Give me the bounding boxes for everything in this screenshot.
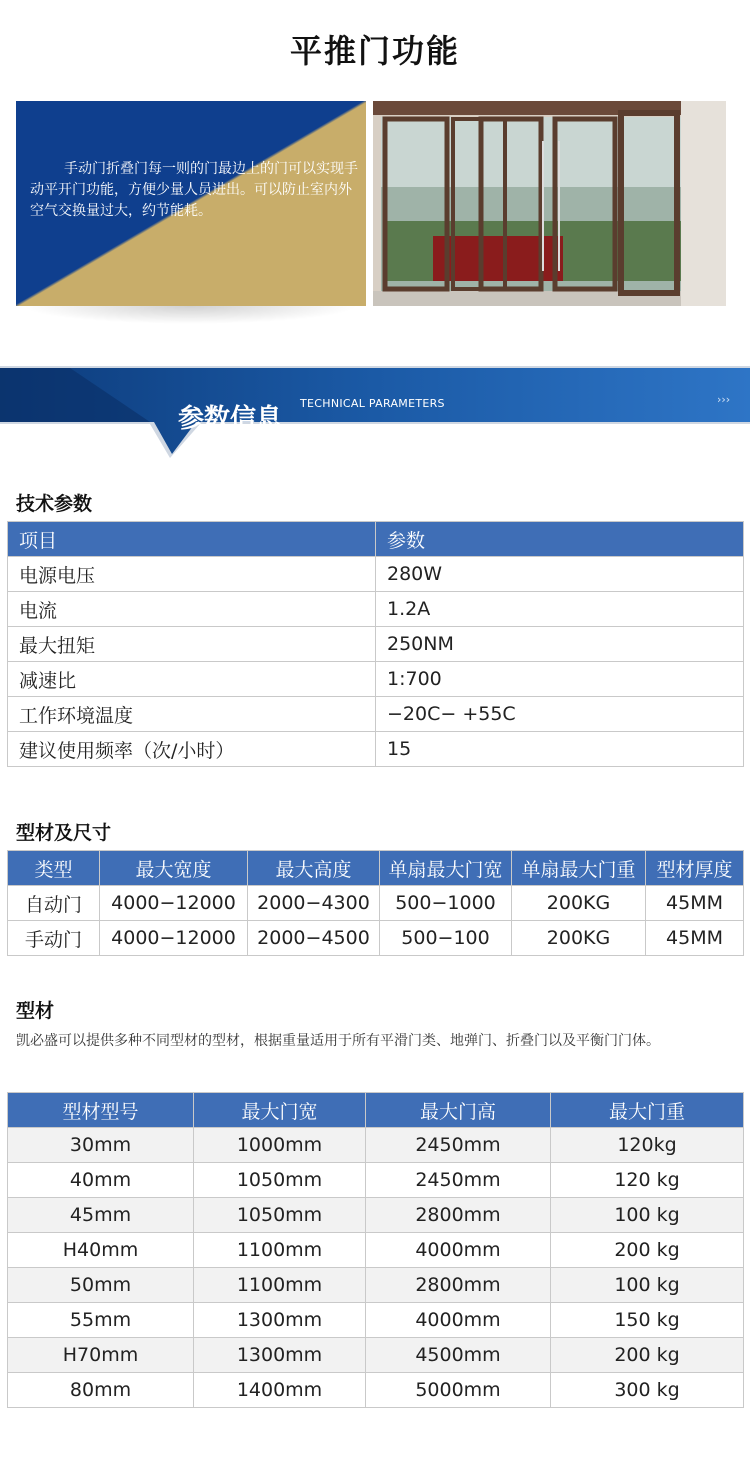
table-row xyxy=(8,1268,744,1303)
banner-title-cn: 参数信息 xyxy=(178,404,283,434)
table-cell: 4500mm xyxy=(366,1338,551,1373)
column-header: 单扇最大门重 xyxy=(512,851,646,886)
feature-description: 手动门折叠门每一则的门最边上的门可以实现手动平开门功能，方便少量人员进出。可以防止室内外空气交换量过大，约节能耗。 xyxy=(30,161,358,219)
table-cell: 4000mm xyxy=(366,1233,551,1268)
table-cell: 200 kg xyxy=(551,1233,744,1268)
table-cell: 1300mm xyxy=(194,1338,366,1373)
profiles-description: 凯必盛可以提供多种不同型材的型材，根据重量适用于所有平滑门类、地弹门、折叠门以及平衡门门体。 xyxy=(16,1033,660,1049)
table-row xyxy=(8,627,744,662)
table-row xyxy=(8,1373,744,1408)
table-row xyxy=(8,1233,744,1268)
sizes-heading: 型材及尺寸 xyxy=(16,822,112,844)
tech-params-heading: 技术参数 xyxy=(16,493,93,515)
table-cell: 2800mm xyxy=(366,1198,551,1233)
folding-door-photo xyxy=(373,101,726,306)
table-row xyxy=(8,886,744,921)
table-cell: 2000−4300 xyxy=(248,886,380,921)
table-cell: 30mm xyxy=(8,1128,194,1163)
table-cell: 2800mm xyxy=(366,1268,551,1303)
table-cell: 1000mm xyxy=(194,1128,366,1163)
table-cell: 1:700 xyxy=(376,662,744,697)
table-cell: 15 xyxy=(376,732,744,767)
table-cell: 200KG xyxy=(512,886,646,921)
table-cell: 50mm xyxy=(8,1268,194,1303)
banner-title-en: TECHNICAL PARAMETERS xyxy=(300,397,445,410)
column-header: 最大门宽 xyxy=(194,1093,366,1128)
column-header: 类型 xyxy=(8,851,100,886)
table-cell: 150 kg xyxy=(551,1303,744,1338)
table-cell: 建议使用频率（次/小时） xyxy=(8,732,376,767)
table-cell: 280W xyxy=(376,557,744,592)
column-header: 项目 xyxy=(8,522,376,557)
table-cell: 1100mm xyxy=(194,1233,366,1268)
table-cell: H70mm xyxy=(8,1338,194,1373)
table-cell: 1.2A xyxy=(376,592,744,627)
table-row xyxy=(8,592,744,627)
table-cell: 80mm xyxy=(8,1373,194,1408)
table-cell: 100 kg xyxy=(551,1198,744,1233)
table-row xyxy=(8,1338,744,1373)
table-cell: H40mm xyxy=(8,1233,194,1268)
table-cell: 2450mm xyxy=(366,1128,551,1163)
column-header: 最大高度 xyxy=(248,851,380,886)
table-cell: 2450mm xyxy=(366,1163,551,1198)
profiles-heading: 型材 xyxy=(16,1000,55,1022)
table-cell: 300 kg xyxy=(551,1373,744,1408)
table-cell: −20C− +55C xyxy=(376,697,744,732)
table-row xyxy=(8,662,744,697)
table-cell: 4000mm xyxy=(366,1303,551,1338)
profiles-table xyxy=(7,1092,744,1408)
table-cell: 200 kg xyxy=(551,1338,744,1373)
sizes-table xyxy=(7,850,744,956)
table-cell: 1400mm xyxy=(194,1373,366,1408)
table-row xyxy=(8,732,744,767)
table-row xyxy=(8,1303,744,1338)
table-cell: 自动门 xyxy=(8,886,100,921)
table-row xyxy=(8,697,744,732)
table-header-row xyxy=(8,851,744,886)
table-cell: 250NM xyxy=(376,627,744,662)
table-cell: 工作环境温度 xyxy=(8,697,376,732)
table-row xyxy=(8,1163,744,1198)
table-cell: 4000−12000 xyxy=(100,921,248,956)
table-cell: 1050mm xyxy=(194,1198,366,1233)
table-cell: 45mm xyxy=(8,1198,194,1233)
column-header: 型材厚度 xyxy=(646,851,744,886)
table-row xyxy=(8,557,744,592)
table-header-row xyxy=(8,522,744,557)
table-cell: 40mm xyxy=(8,1163,194,1198)
tech-params-table xyxy=(7,521,744,767)
table-cell: 120 kg xyxy=(551,1163,744,1198)
table-header-row xyxy=(8,1093,744,1128)
table-cell: 45MM xyxy=(646,921,744,956)
table-cell: 100 kg xyxy=(551,1268,744,1303)
feature-shadow xyxy=(22,306,358,324)
table-row xyxy=(8,1198,744,1233)
column-header: 单扇最大门宽 xyxy=(380,851,512,886)
table-cell: 最大扭矩 xyxy=(8,627,376,662)
table-cell: 500−100 xyxy=(380,921,512,956)
table-cell: 2000−4500 xyxy=(248,921,380,956)
column-header: 最大门高 xyxy=(366,1093,551,1128)
section-banner xyxy=(0,366,750,462)
table-cell: 55mm xyxy=(8,1303,194,1338)
column-header: 型材型号 xyxy=(8,1093,194,1128)
table-cell: 5000mm xyxy=(366,1373,551,1408)
column-header: 参数 xyxy=(376,522,744,557)
table-row xyxy=(8,1128,744,1163)
table-cell: 减速比 xyxy=(8,662,376,697)
table-cell: 手动门 xyxy=(8,921,100,956)
table-cell: 电源电压 xyxy=(8,557,376,592)
chevron-right-icon: ››› xyxy=(717,393,731,406)
table-cell: 电流 xyxy=(8,592,376,627)
table-cell: 200KG xyxy=(512,921,646,956)
table-cell: 1300mm xyxy=(194,1303,366,1338)
table-row xyxy=(8,921,744,956)
feature-panel xyxy=(16,101,366,306)
column-header: 最大宽度 xyxy=(100,851,248,886)
table-cell: 500−1000 xyxy=(380,886,512,921)
table-cell: 1050mm xyxy=(194,1163,366,1198)
page-title: 平推门功能 xyxy=(289,32,460,70)
column-header: 最大门重 xyxy=(551,1093,744,1128)
table-cell: 120kg xyxy=(551,1128,744,1163)
table-cell: 4000−12000 xyxy=(100,886,248,921)
table-cell: 1100mm xyxy=(194,1268,366,1303)
table-cell: 45MM xyxy=(646,886,744,921)
